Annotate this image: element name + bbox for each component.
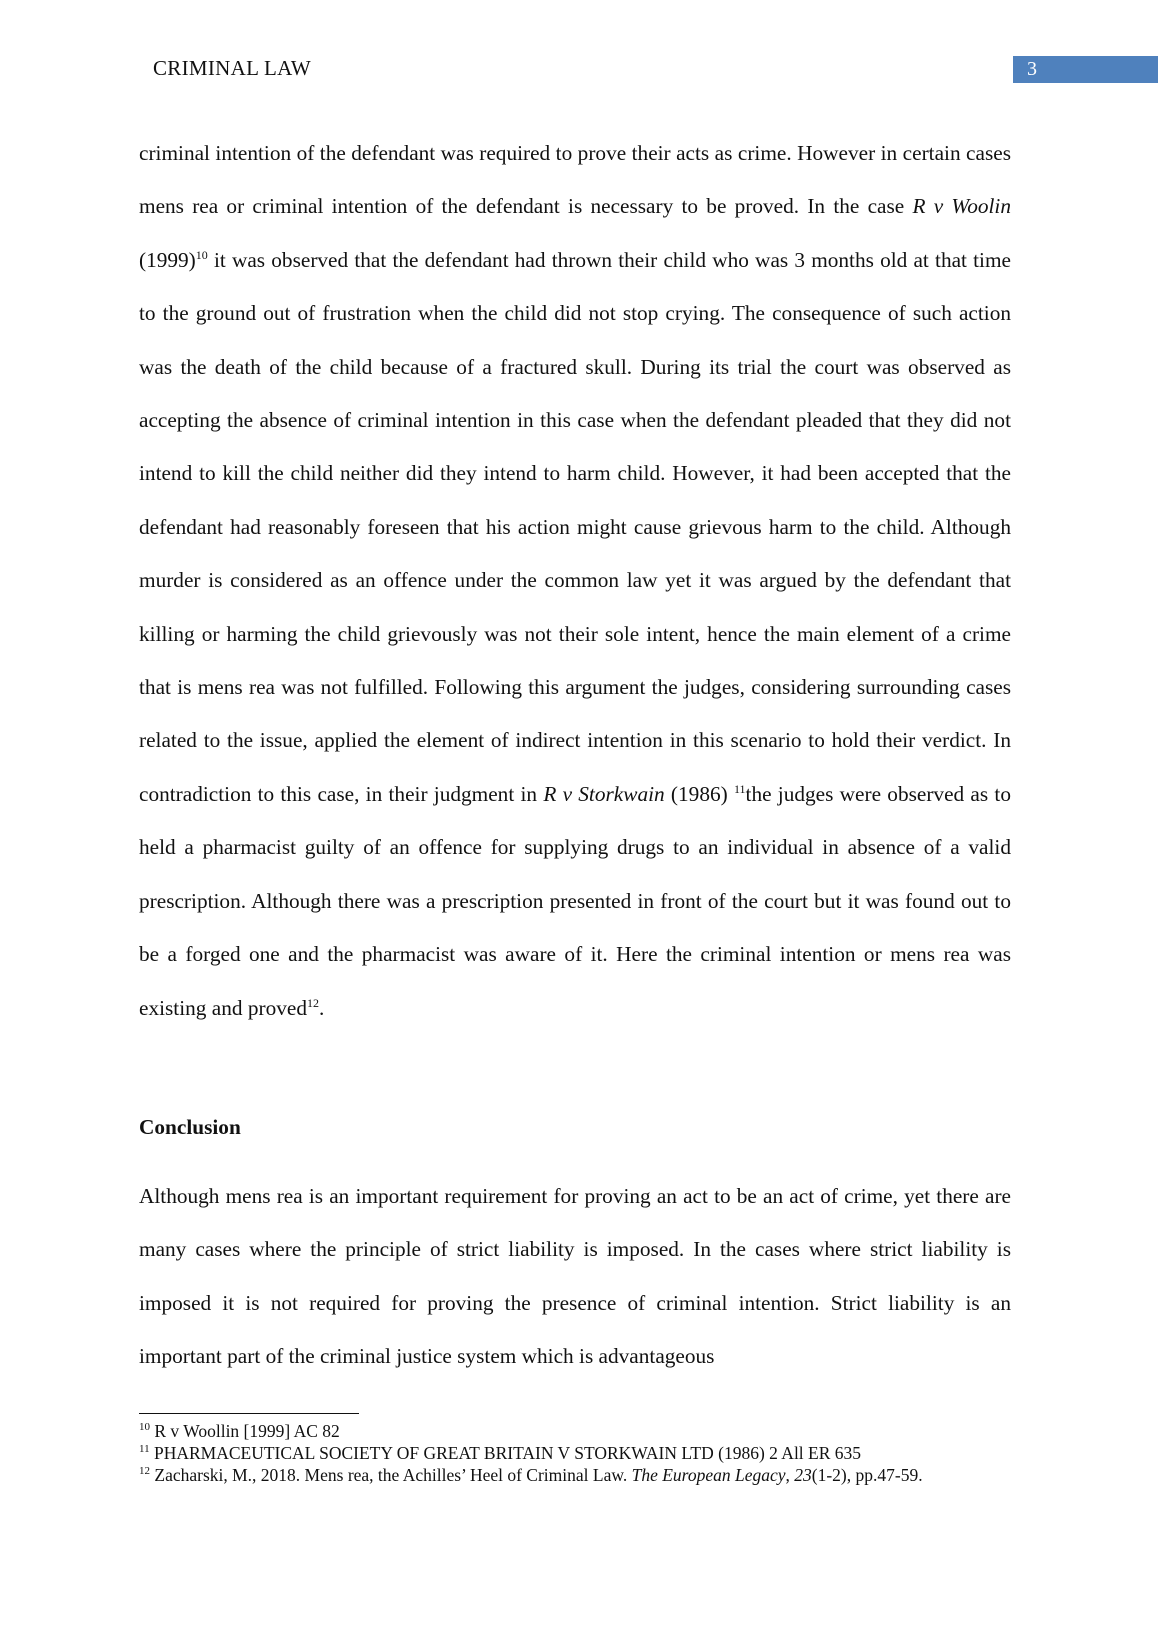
journal-title: The European Legacy (631, 1465, 786, 1485)
para-text: (1986) (664, 781, 734, 806)
footnote-number: 12 (139, 1465, 150, 1478)
footnote-number: 11 (139, 1443, 150, 1456)
footnote-12 (139, 1464, 1039, 1486)
para-text: the judges were observed as to held a pharmacist guilty of an offence for supplying drugs to an individual in absence of a valid prescription. Although there was a prescription presented in front of the court but it was found out to be a forged one and the pharmacist was aware of it. Here the criminal intention or mens rea was existing and proved (139, 781, 1011, 1020)
footnote-ref-12[interactable]: 12 (306, 995, 319, 1010)
footnote-text: , (785, 1465, 795, 1485)
case-name-woolin: R v Woolin (912, 194, 1011, 219)
footnote-separator (139, 1413, 359, 1414)
footnote-text: Zacharski, M., 2018. Mens rea, the Achilles’ Heel of Criminal Law. (150, 1465, 632, 1485)
footnote-text: PHARMACEUTICAL SOCIETY OF GREAT BRITAIN V STORKWAIN LTD (1986) 2 All ER 635 (149, 1443, 862, 1463)
footnote-number: 10 (139, 1421, 150, 1434)
body-paragraph (139, 127, 1011, 1035)
page-number: 3 (1013, 56, 1158, 83)
para-text: (1999) (139, 247, 196, 272)
header-title: CRIMINAL LAW (153, 56, 312, 80)
footnote-ref-11[interactable]: 11 (733, 781, 746, 796)
para-text: . (318, 995, 325, 1020)
footnote-text: R v Woollin [1999] AC 82 (150, 1421, 340, 1441)
case-name-storkwain: R v Storkwain (543, 781, 665, 806)
footnote-text: (1-2), pp.47-59. (811, 1465, 923, 1485)
para-text: criminal intention of the defendant was required to prove their acts as crime. However in certain cases mens rea or criminal intention of the defendant is necessary to be proved. In the case (139, 141, 1011, 219)
footnotes (139, 1420, 1039, 1486)
footnote-10 (139, 1420, 1039, 1442)
conclusion-paragraph: Although mens rea is an important requirement for proving an act to be an act of crime, yet there are many cases where the principle of strict liability is imposed. In the cases where strict liability is imposed it is not required for proving the presence of criminal intention. Strict liability is an important part of the criminal justice system which is advantageous (139, 1184, 1011, 1369)
footnote-11 (139, 1442, 1039, 1464)
journal-volume: 23 (794, 1465, 812, 1485)
para-text: it was observed that the defendant had thrown their child who was 3 months old at that time to the ground out of frustration when the child did not stop crying. The consequence of such action was the death of the child because of a fractured skull. During its trial the court was observed as accepting the absence of criminal intention in this case when the defendant pleaded that they did not intend to kill the child neither did they intend to harm child. However, it had been accepted that the defendant had reasonably foreseen that his action might cause grievous harm to the child. Although murder is considered as an offence under the common law yet it was argued by the defendant that killing or harming the child grievously was not their sole intent, hence the main element of a crime that is mens rea was not fulfilled. Following this argument the judges, considering surrounding cases related to the issue, applied the element of indirect intention in this scenario to hold their verdict. In contradiction to this case, in their judgment in (139, 247, 1011, 806)
conclusion-heading: Conclusion (139, 1115, 241, 1139)
footnote-ref-10[interactable]: 10 (195, 247, 208, 262)
